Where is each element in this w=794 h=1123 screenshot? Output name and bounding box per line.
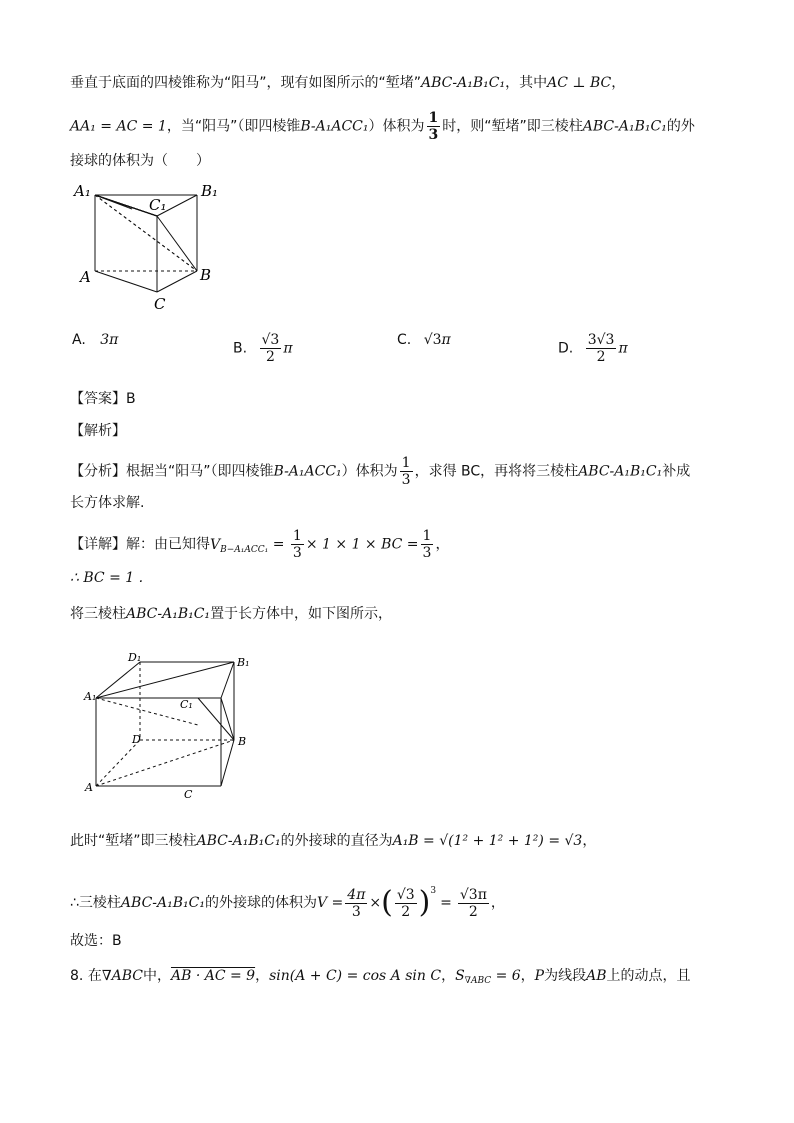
denominator: 3 bbox=[401, 472, 411, 488]
edge-cb bbox=[221, 740, 234, 786]
perp-condition: AC ⊥ BC bbox=[547, 75, 612, 91]
area-expression bbox=[455, 968, 521, 984]
volume-line: ∴三棱柱ABC-A₁B₁C₁的外接球的体积为V = $\frac{4\pi}{3}$ ×( $\frac{√3}{2}$ )$^3$= $\frac{√3\pi}{2}$ ， bbox=[70, 885, 505, 920]
fenxi-line2: 长方体求解. bbox=[70, 495, 145, 511]
numerator: 1 bbox=[401, 455, 411, 471]
text: ，求得 BC，再将将三棱柱 bbox=[414, 463, 579, 480]
label-c1: C₁ bbox=[180, 698, 193, 711]
prism-name: ABC-A₁B₁C₁ bbox=[120, 895, 205, 911]
fraction-one-third bbox=[427, 110, 441, 143]
text: 垂直于底面的四棱锥称为“阳马”，现有如图所示的“堑堵” bbox=[70, 75, 422, 91]
label-a: A bbox=[80, 268, 91, 286]
detail-tag: 【详解】 bbox=[70, 536, 126, 553]
volume-lhs: V = bbox=[316, 895, 344, 911]
text: ， bbox=[611, 75, 626, 91]
text: 的外接球的直径为 bbox=[280, 833, 393, 849]
text: ∴三棱柱 bbox=[70, 895, 121, 911]
label-b: B bbox=[200, 266, 212, 284]
text: ， bbox=[582, 833, 597, 849]
label-c: C bbox=[184, 788, 193, 801]
area-subscript: ∇ABC bbox=[464, 976, 492, 986]
volume-symbol: $V_{B-A_1ACC_1}$ bbox=[210, 536, 269, 555]
label-b: B bbox=[238, 735, 247, 748]
denominator: 3 bbox=[351, 903, 361, 920]
fraction-sqrt3pi-2 bbox=[458, 887, 489, 920]
answer-value: B bbox=[126, 391, 136, 407]
text: 补成 bbox=[662, 463, 691, 480]
label-b1: B₁ bbox=[237, 656, 250, 669]
area-symbol: S bbox=[455, 968, 465, 984]
numerator: 1 bbox=[422, 528, 432, 544]
problem7-line1 bbox=[70, 72, 625, 94]
prism-name: ABC-A₁B₁C₁ bbox=[196, 833, 281, 849]
problem7-line3: 接球的体积为（ ） bbox=[70, 153, 210, 169]
edge-ad-hidden bbox=[96, 740, 140, 786]
numerator: √3π bbox=[459, 886, 487, 903]
label-d: D bbox=[132, 733, 141, 746]
label-d1: D₁ bbox=[128, 651, 142, 664]
edge-c1b bbox=[221, 698, 234, 740]
diameter-line bbox=[70, 830, 596, 852]
segment-ab: AB bbox=[586, 968, 607, 984]
edge-c1b bbox=[157, 216, 197, 271]
text: 将三棱柱 bbox=[70, 606, 126, 622]
label-c: C bbox=[154, 295, 166, 313]
text: ）体积为 bbox=[341, 463, 398, 480]
triangle-name: ∇ABC bbox=[101, 968, 143, 984]
text: 中， bbox=[142, 968, 171, 984]
detail-bc bbox=[70, 567, 143, 589]
option-d[interactable]: D. $\frac{3√3}{2}$ π bbox=[558, 332, 628, 365]
label-a: A bbox=[85, 781, 93, 794]
edge-ac bbox=[95, 271, 157, 292]
fraction-4pi-3 bbox=[345, 887, 367, 920]
point-p: P bbox=[534, 968, 545, 984]
prism-name: ABC-A₁B₁C₁ bbox=[578, 463, 663, 480]
problem8-line1 bbox=[70, 965, 691, 992]
volume-subscript: B−A₁ACC₁ bbox=[220, 544, 269, 555]
problem7-line2 bbox=[70, 110, 695, 143]
prism-name: ABC-A₁B₁C₁ bbox=[126, 606, 211, 622]
fraction-one-third bbox=[291, 528, 304, 561]
prism-name: ABC-A₁B₁C₁ bbox=[421, 75, 506, 91]
text: 在 bbox=[87, 968, 102, 984]
denominator: 2 bbox=[468, 903, 478, 920]
text: 为线段 bbox=[544, 968, 587, 984]
text: 解：由已知得 bbox=[126, 536, 210, 553]
figure-prism bbox=[70, 178, 230, 318]
option-value: $\frac{3√3}{2}$ bbox=[587, 332, 615, 365]
equation-middle: × 1 × 1 × BC = bbox=[305, 536, 419, 553]
denominator: 3 bbox=[428, 127, 439, 143]
text: 的外 bbox=[666, 118, 695, 135]
text: ，当“阳马”（即四棱锥 bbox=[166, 118, 301, 135]
denominator: 2 bbox=[401, 903, 411, 920]
analysis-tag: 【解析】 bbox=[70, 423, 126, 439]
area-value: = 6 bbox=[495, 968, 521, 984]
diag-a1b-front bbox=[198, 698, 234, 740]
text: ， bbox=[520, 968, 535, 984]
edge-cb bbox=[157, 271, 197, 292]
option-letter: B. bbox=[233, 340, 248, 357]
prism-name: ABC-A₁B₁C₁ bbox=[582, 118, 667, 135]
fenxi-line1 bbox=[70, 455, 690, 488]
edge-c1b1 bbox=[221, 662, 234, 698]
choose-line: 故选：B bbox=[70, 933, 122, 949]
option-value: 3π bbox=[100, 332, 119, 348]
option-a[interactable] bbox=[72, 332, 118, 348]
denominator: 3 bbox=[292, 545, 302, 561]
bc-result: ∴ BC = 1 . bbox=[70, 570, 144, 586]
text: 根据当“阳马”（即四棱锥 bbox=[126, 463, 274, 480]
detail-line1: 【详解】解：由已知得$V_{B-A_1ACC_1}$ = $\frac{1}{3}$ × 1 × 1 × BC = $\frac{1}{3}$ ， bbox=[70, 528, 450, 561]
edge-ab-hidden bbox=[96, 740, 234, 786]
option-letter: C. bbox=[397, 332, 412, 348]
fraction-one-third bbox=[400, 455, 413, 488]
dot-product: AB · AC = 9 bbox=[170, 968, 256, 984]
sine-equation: sin(A + C) = cos A sin C bbox=[269, 968, 442, 984]
text: ， bbox=[441, 968, 456, 984]
numerator: √3 bbox=[396, 886, 415, 903]
exponent: 3 bbox=[430, 886, 437, 896]
diameter-expression: A₁B = √(1² + 1² + 1²) = √3 bbox=[392, 833, 583, 849]
length-equation: AA₁ = AC = 1 bbox=[70, 118, 167, 135]
numerator: 4π bbox=[347, 886, 366, 903]
option-c[interactable] bbox=[397, 332, 451, 348]
text: ，其中 bbox=[505, 75, 548, 91]
option-value: √3π bbox=[423, 332, 451, 348]
text: 上的动点，且 bbox=[606, 968, 691, 984]
label-a1: A₁ bbox=[74, 182, 91, 200]
answer-line bbox=[70, 388, 136, 410]
fraction-one-third bbox=[421, 528, 434, 561]
text: ， bbox=[490, 895, 505, 911]
text: 的外接球的体积为 bbox=[204, 895, 317, 911]
times-sign: × bbox=[369, 895, 382, 911]
pyramid-name: B-A₁ACC₁ bbox=[273, 463, 342, 480]
numerator: 1 bbox=[428, 110, 439, 126]
fenxi-tag: 【分析】 bbox=[70, 463, 126, 480]
diag-a1b1 bbox=[96, 662, 234, 698]
fraction-sqrt3-2 bbox=[395, 887, 417, 920]
text: ， bbox=[255, 968, 270, 984]
answer-tag: 【答案】 bbox=[70, 391, 126, 407]
text: 置于长方体中，如下图所示， bbox=[210, 606, 393, 622]
figure-cuboid bbox=[80, 648, 260, 808]
equals-sign: = bbox=[440, 895, 452, 911]
option-letter: A. bbox=[72, 332, 86, 348]
detail-place bbox=[70, 603, 392, 625]
text: ， bbox=[435, 536, 450, 553]
text: 时，则“堑堵”即三棱柱 bbox=[442, 118, 583, 135]
diag-a1b-front bbox=[132, 208, 197, 271]
denominator: 3 bbox=[422, 545, 432, 561]
problem-number: 8. bbox=[70, 968, 84, 984]
label-c1: C₁ bbox=[149, 196, 167, 214]
text: 此时“堑堵”即三棱柱 bbox=[70, 833, 197, 849]
option-letter: D. bbox=[558, 340, 574, 357]
text: ）体积为 bbox=[368, 118, 425, 135]
option-value: $\frac{√3}{2}$ bbox=[261, 332, 280, 365]
option-b[interactable]: B. $\frac{√3}{2}$ π bbox=[233, 332, 293, 365]
pyramid-name: B-A₁ACC₁ bbox=[300, 118, 369, 135]
label-b1: B₁ bbox=[201, 182, 219, 200]
numerator: 1 bbox=[292, 528, 302, 544]
label-a1: A₁ bbox=[84, 690, 97, 703]
